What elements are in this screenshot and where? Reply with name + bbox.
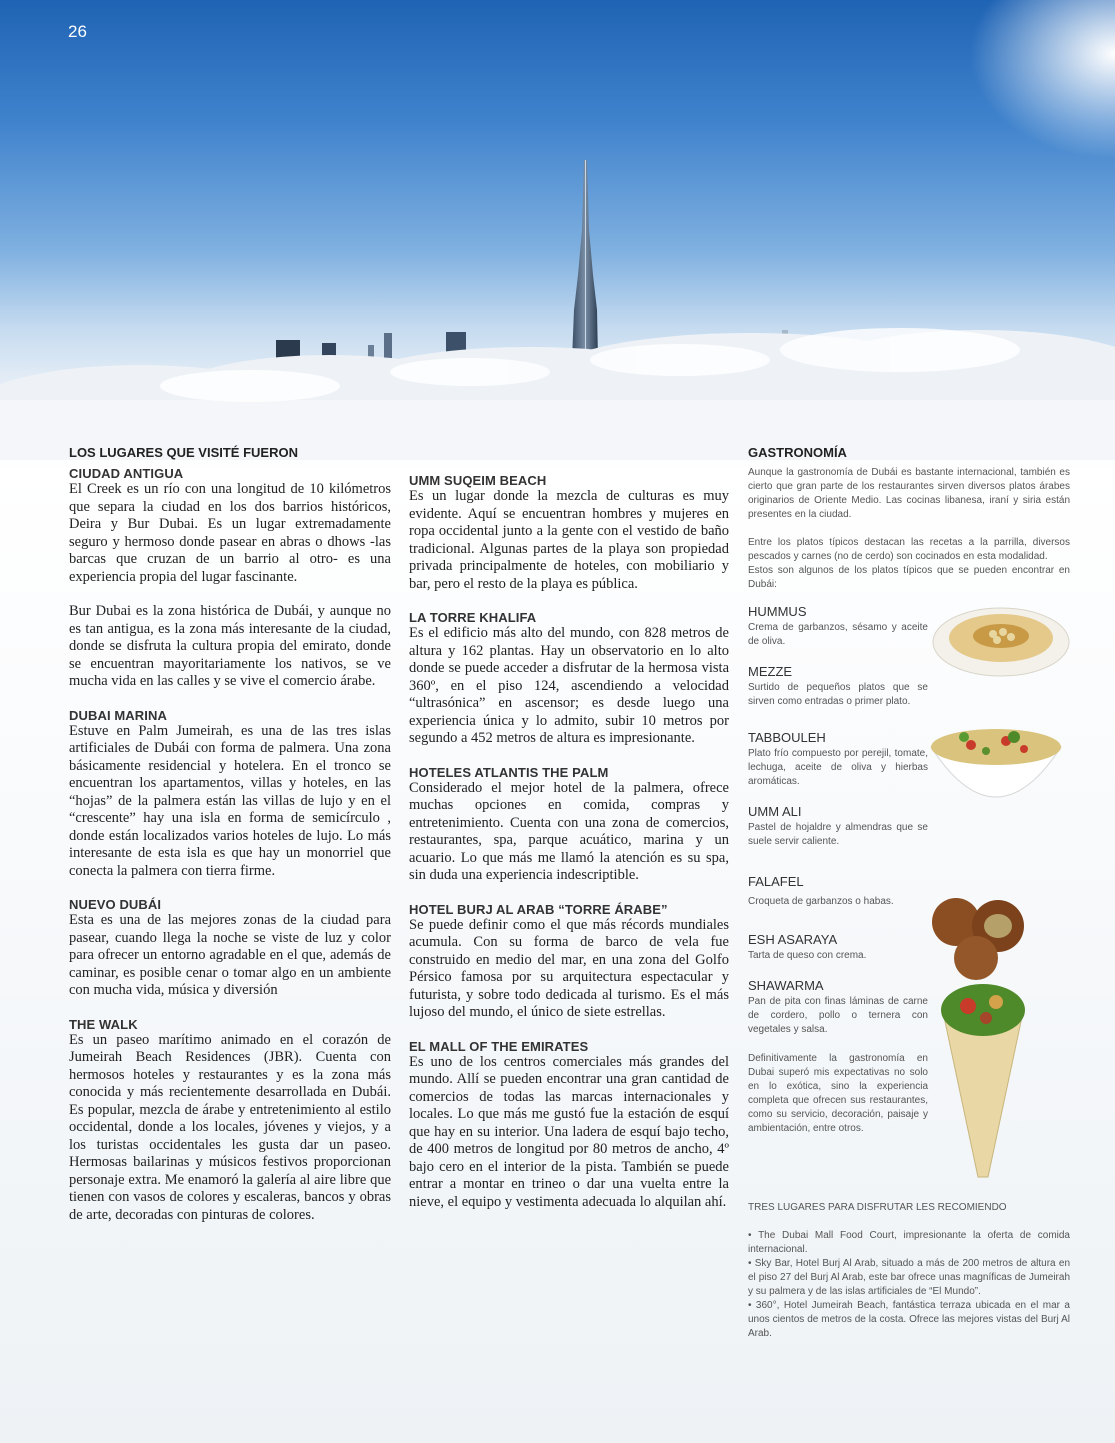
section-body — [69, 912, 391, 1000]
dish-desc: Pastel de hojaldre y almendras que se suele servir caliente. — [748, 822, 928, 847]
gastronomy-conclusion — [748, 1052, 928, 1136]
dish-esh-asaraya — [748, 932, 928, 963]
section-heading: UMM SUQEIM BEACH — [409, 473, 547, 488]
section-heading: HOTEL BURJ AL ARAB “TORRE ÁRABE” — [409, 901, 668, 917]
dish-name: TABBOULEH — [748, 730, 826, 745]
section-body — [69, 723, 391, 881]
gastronomy-title: GASTRONOMÍA — [748, 445, 847, 460]
recommendation-item: • 360°, Hotel Jumeirah Beach, fantástica terraza ubicada en el mar a unos cientos de metros de la costa. Ofrece las mejores vistas del Burj Al Arab. — [748, 1300, 1070, 1339]
section-heading: HOTELES ATLANTIS THE PALM — [409, 764, 609, 780]
dish-umm-ali — [748, 804, 928, 849]
gastronomy-intro-2: Entre los platos típicos destacan las recetas a la parrilla, diversos pescados y carnes (no de cerdo) son cocinados en esta modalidad. — [748, 537, 1070, 562]
section-heading: EL MALL OF THE EMIRATES — [409, 1038, 589, 1054]
section-paragraph: Es uno de los centros comerciales más grandes del mundo. Allí se pueden encontrar una gran cantidad de comercios de todas las marcas internacionales y locales. Lo que más me gustó fue la estación de esquí que hay en su interior. Una ladera de esquí bajo techo, de 400 metros de longitud por 80 metros de ancho, 4º bajo cero en el interior de la pista. También se puede entrar a montar en trineo o dar una vuelta entre la nieve, el equipo y vestimenta adecuada lo alquilan ahí. — [409, 1053, 729, 1210]
dish-name: HUMMUS — [748, 604, 807, 619]
section-body — [409, 780, 729, 885]
section-body — [409, 917, 729, 1022]
section-heading: THE WALK — [69, 1016, 138, 1032]
left-column — [69, 445, 391, 1241]
dish-name: MEZZE — [748, 664, 793, 679]
gastronomy-intro-1: Aunque la gastronomía de Dubái es bastante internacional, también es cierto que gran parte de los restaurantes sirven diversos platos árabes originarios de Oriente Medio. Las cocinas libanesa, iraní y siria están presentes en la ciudad. — [748, 467, 1070, 520]
dish-mezze — [748, 664, 928, 709]
gastronomy-intro-3: Estos son algunos de los platos típicos que se pueden encontrar en Dubái: — [748, 565, 1070, 590]
section-paragraph: Estuve en Palm Jumeirah, es una de las tres islas artificiales de Dubái con forma de palmera. Una zona básicamente residencial y hotelera. En el tronco se encuentran los apartamentos, villas y hoteles, en las “hojas” de la palmera están las villas de lujo y en el “crescente” hay una isla en forma de semicírculo , donde están localizados varios hoteles de lujo. Lo más interesante de esta isla es que hay un monorriel que conecta la palmera con tierra firme. — [69, 722, 391, 879]
section-heading: NUEVO DUBÁI — [69, 897, 162, 912]
section-paragraph: Considerado el mejor hotel de la palmera, ofrece muchas opciones en comida, compras y entretenimiento. Cuenta con una zona de comercios, restaurantes, spa, parque acuático, marina y un acuario. Lo que más me llamó la atención es su spa, sin duda una experiencia indescriptible. — [409, 779, 729, 883]
dish-name: ESH ASARAYA — [748, 932, 838, 947]
dish-tabbouleh — [748, 730, 928, 789]
section-paragraph: Es el edificio más alto del mundo, con 828 metros de altura y 162 plantas. Hay un observatorio en lo alto donde se puede acceder a disfrutar de la hermosa vista 360º, en el piso 124, ascendiendo a velocidad “ultrasónica” en ascensor; es desde luego una experiencia única y lo admito, subir 10 metros por segundo a 452 metros de altura es impresionante. — [409, 625, 729, 746]
section-paragraph: Se puede definir como el que más récords mundiales acumula. Con su forma de barco de vela fue construido en medio del mar, en una zona del Golfo Pérsico famosa por su arquitectura espectacular y futurista, y sobre todo dedicada al turismo. Es el más lujoso del mundo, el único de siete estrellas. — [409, 916, 729, 1020]
section-paragraph: Es un paseo marítimo animado en el corazón de Jumeirah Beach Residences (JBR). Cuenta con hermosos hoteles y restaurantes y es la zona más conocida y más recientemente desarrollada en Dubái. Es popular, mezcla de árabe y entretenimiento al estilo occidental, donde a los locales, jóvenes y viejos, y a los turistas occidentales les gusta dar un paseo. Hermosas bailarinas y músicos festivos proporcionan personaje extra. Me enamoró la galería al aire libre que tienen con vasos de colores y escaleras, bancos y obras de arte, decoradas con pinturas de colores. — [69, 1031, 391, 1223]
skyline-photo — [0, 0, 1115, 460]
dish-name: FALAFEL — [748, 874, 804, 889]
burj-khalifa-icon — [572, 160, 598, 360]
middle-column — [409, 473, 729, 1228]
section-body — [409, 1054, 729, 1212]
dish-desc: Croqueta de garbanzos o habas. — [748, 896, 894, 907]
shawarma-icon — [938, 972, 1028, 1182]
recommendation-item: • Sky Bar, Hotel Burj Al Arab, situado a más de 200 metros de altura en el piso 27 del Burj Al Arab, este bar ofrece unas magníficas de Jumeirah y su palmera y de las islas artificiales de “El Mundo”. — [748, 1258, 1070, 1297]
dish-shawarma — [748, 978, 928, 1037]
page-number: 26 — [68, 22, 87, 41]
section-paragraph: Es un lugar donde la mezcla de culturas es muy evidente. Aquí se encuentran hombres y mujeres en ropa occidental junto a la gente con el vestido de baño tradicional. Algunas partes de la playa son propiedad privada principalmente de hoteles, con mobiliario y bar, pero el resto de la playa es pública. — [409, 488, 729, 592]
dish-desc: Surtido de pequeños platos que se sirven como entradas o primer plato. — [748, 682, 928, 707]
dish-hummus — [748, 604, 928, 649]
hummus-icon — [931, 592, 1071, 682]
gastronomy-column — [748, 445, 1070, 1341]
recommendations-list — [748, 1229, 1070, 1341]
conclusion-text: Definitivamente la gastronomía en Dubai superó mis expectativas no solo en lo exótica, sino la experiencia completa que ofrecen sus restaurantes, como su servicio, decoración, paisaje y ambientación, entre otros. — [748, 1053, 928, 1134]
section-heading: LA TORRE KHALIFA — [409, 610, 537, 625]
falafel-icon — [926, 892, 1036, 982]
section-heading: DUBAI MARINA — [69, 707, 167, 723]
dish-name: SHAWARMA — [748, 978, 824, 993]
dish-falafel — [748, 874, 928, 909]
dish-desc: Crema de garbanzos, sésamo y aceite de oliva. — [748, 622, 928, 647]
dish-name: UMM ALI — [748, 804, 802, 819]
recommendation-item: • The Dubai Mall Food Court, impresionante la oferta de comida internacional. — [748, 1230, 1070, 1255]
recommendations-title: TRES LUGARES PARA DISFRUTAR LES RECOMIENDO — [748, 1202, 1007, 1213]
dish-desc: Pan de pita con finas láminas de carne de cordero, pollo o ternera con vegetales y salsa. — [748, 996, 928, 1035]
section-paragraph: Esta es una de las mejores zonas de la ciudad para pasear, cuando llega la noche se viste de luz y color para ofrecer un entorno agradable en el que, además de caminar, es posible cenar o tomar algo en un ambiente con mucha vida, música y diversión — [69, 912, 391, 998]
tabbouleh-icon — [926, 707, 1066, 822]
dish-desc: Plato frío compuesto por perejil, tomate, lechuga, aceite de oliva y hierbas aromáticas. — [748, 748, 928, 787]
section-paragraph: Bur Dubai es la zona histórica de Dubái, y aunque no es tan antigua, es la zona más interesante de la ciudad, donde se disfruta la cultura propia del emirato, donde se encuentran mayoritariamente los nativos, se ve mucha vida en las calles y se vive el comercio árabe. — [69, 603, 391, 689]
section-body — [409, 625, 729, 748]
section-paragraph: El Creek es un río con una longitud de 10 kilómetros que separa la ciudad en los dos barrios históricos, Deira y Bur Dubai. Es un lugar extremadamente seguro y hermoso donde pasear en abras o dhows -las barcas que cruzan de un barrio al otro- es una experiencia propia del lugar fascinante. — [69, 481, 391, 585]
main-title: LOS LUGARES QUE VISITÉ FUERON — [69, 445, 298, 460]
section-body — [409, 488, 729, 593]
section-heading: CIUDAD ANTIGUA — [69, 466, 184, 481]
dish-desc: Tarta de queso con crema. — [748, 950, 867, 961]
section-body — [69, 481, 391, 691]
section-body — [69, 1032, 391, 1225]
